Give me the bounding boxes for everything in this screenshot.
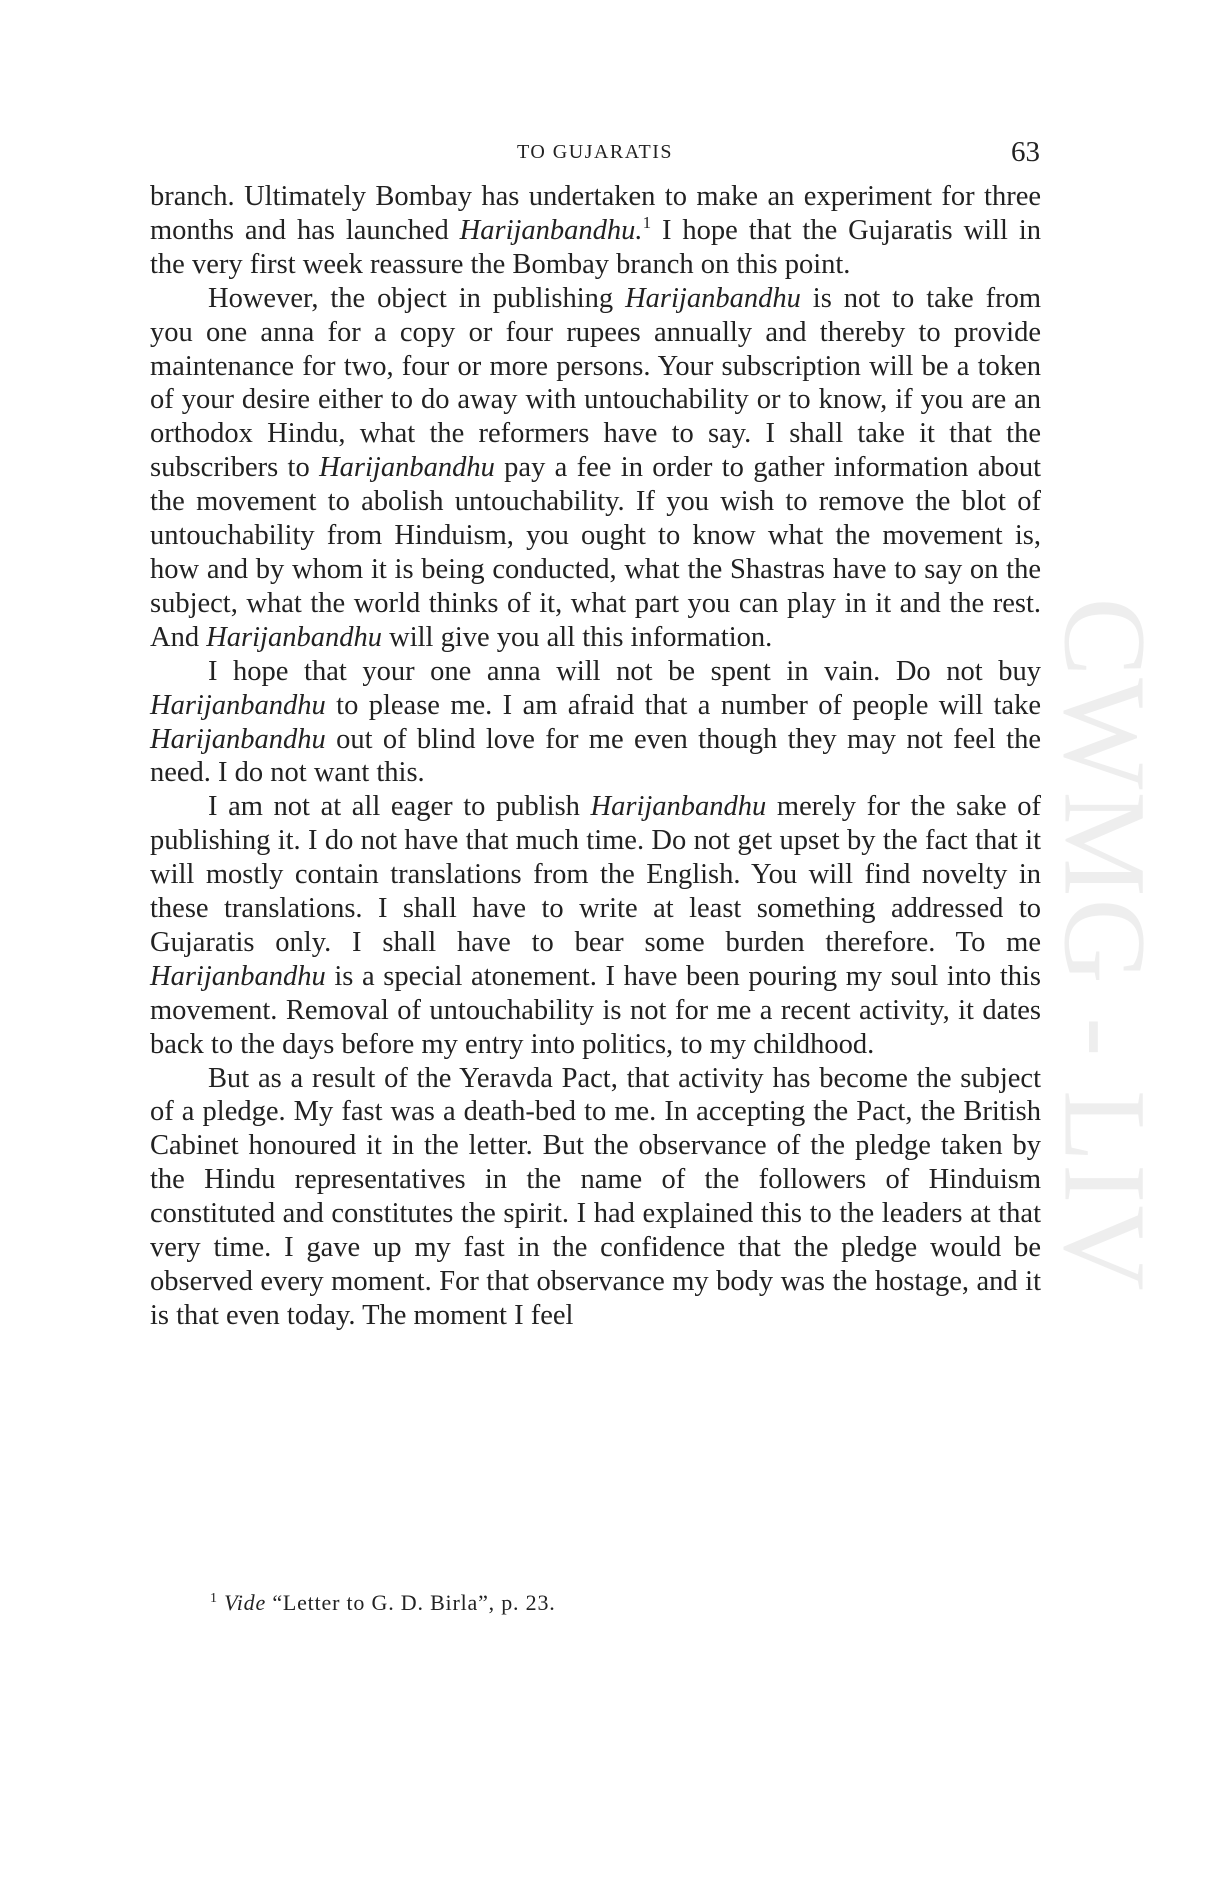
paragraph-4 xyxy=(150,790,1041,1061)
text-run: will give you all this information. xyxy=(381,621,773,653)
text-run: is a special atonement. I have been pouring my soul into this movement. Removal of untouchability is not for me a recent activity, it dates back to the days before my entry into politics, to my childhood. xyxy=(150,960,1041,1060)
page-number: 63 xyxy=(1011,136,1040,168)
italic-title: Harijanbandhu xyxy=(150,960,326,992)
footnote-vide: Vide xyxy=(224,1590,267,1615)
running-title: TO GUJARATIS xyxy=(517,141,673,163)
paragraph-2 xyxy=(150,282,1041,655)
text-run: merely for the sake of publishing it. I do not have that much time. Do not get upset by the fact that it will mostly contain translations from the English. You will find novelty in these translations. I shall have to write at least something addressed to Gujaratis only. I shall have to bear some burden therefore. To me xyxy=(150,791,1041,958)
italic-title: Harijanbandhu xyxy=(206,621,382,653)
text-run: pay a fee in order to gather information about the movement to abolish untouchability. If you wish to remove the blot of untouchability from Hinduism, you ought to know what the movement is, how and by whom it is being conducted, what the Shastras have to say on the subject, what the world thinks of it, what part you can play in it and the rest. And xyxy=(150,452,1042,653)
footnote xyxy=(210,1587,1010,1619)
text-run: I hope that your one anna will not be spent in vain. Do not buy xyxy=(208,655,1041,687)
footnote-text: “Letter to G. D. Birla”, p. 23. xyxy=(266,1590,556,1615)
body-text xyxy=(150,180,1041,1333)
footnote-marker: 1 xyxy=(210,1591,218,1606)
text-run: But as a result of the Yeravda Pact, that activity has become the subject of a pledge. My fast was a death-bed to me. In accepting the Pact, the British Cabinet honoured it in the letter. But the observance of the pledge taken by the Hindu representatives in the name of the followers of Hinduism constituted and constitutes the spirit. I had explained this to the leaders at that very time. I gave up my fast in the confidence that the pledge would be observed every moment. For that observance my body was the hostage, and it is that even today. The moment I feel xyxy=(150,1062,1041,1331)
italic-title: Harijanbandhu. xyxy=(459,214,643,246)
watermark-text: CWMG - LIV xyxy=(1040,597,1172,1293)
text-run: I hope that the Gujaratis will in the very first week reassure the Bombay branch on this point. xyxy=(150,214,1042,280)
italic-title: Harijanbandhu xyxy=(625,282,801,314)
italic-title: Harijanbandhu xyxy=(590,791,767,823)
running-head xyxy=(150,132,1040,172)
italic-title: Harijanbandhu xyxy=(150,689,326,721)
footnote-reference: 1 xyxy=(642,212,652,232)
paragraph-1 xyxy=(150,180,1041,282)
text-run: to please me. I am afraid that a number of people will take xyxy=(325,689,1041,721)
paragraph-5 xyxy=(150,1062,1041,1333)
text-run: branch. Ultimately Bombay has undertaken to make an experiment for three months and has launched xyxy=(150,181,1041,246)
paragraph-3 xyxy=(150,655,1041,791)
text-run: I am not at all eager to publish xyxy=(208,791,591,823)
text-run: is not to take from you one anna for a copy or four rupees annually and thereby to provide maintenance for two, four or more persons. Your subscription will be a token of your desire either to do away with untouchability or to know, if you are an orthodox Hindu, what the reformers have to say. I shall take it that the subscribers to xyxy=(150,282,1042,484)
text-run: However, the object in publishing xyxy=(208,282,626,314)
italic-title: Harijanbandhu xyxy=(319,452,495,484)
watermark xyxy=(1040,505,1170,1385)
text-run: out of blind love for me even though they may not feel the need. I do not want this. xyxy=(150,723,1041,789)
italic-title: Harijanbandhu xyxy=(150,723,326,755)
